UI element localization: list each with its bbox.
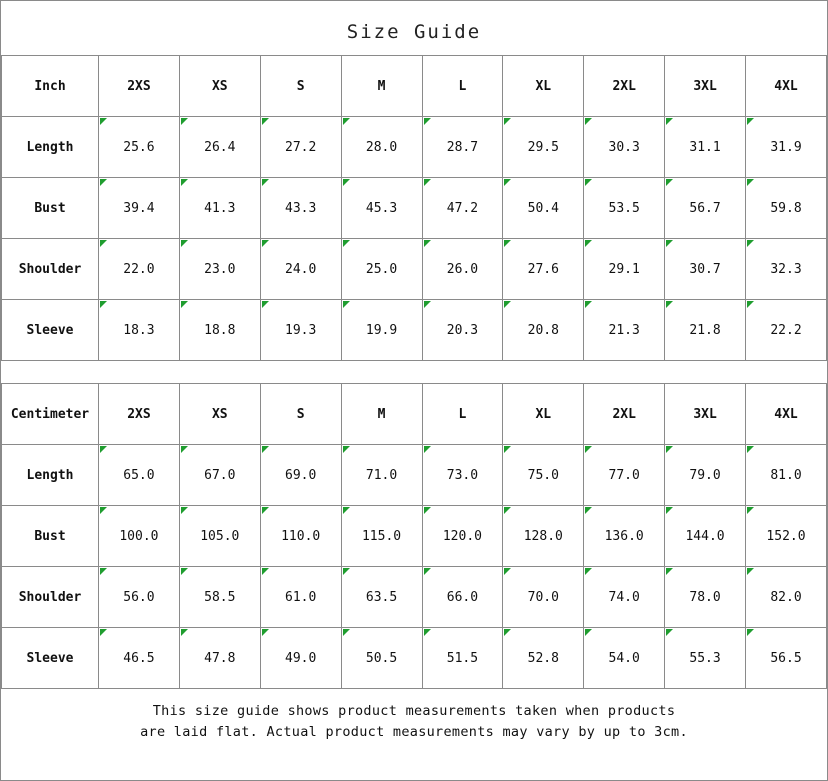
size-column-header: 2XS xyxy=(99,384,180,445)
measurement-cell: 56.5 xyxy=(746,628,827,689)
table-spacer xyxy=(1,361,827,383)
footer-line-2: are laid flat. Actual product measurements may vary by up to 3cm. xyxy=(140,723,688,740)
size-column-header: XS xyxy=(179,384,260,445)
size-column-header: 2XS xyxy=(99,56,180,117)
measurement-cell: 79.0 xyxy=(665,445,746,506)
size-column-header: 4XL xyxy=(746,384,827,445)
footer-line-1: This size guide shows product measurements taken when products xyxy=(152,703,676,719)
measurement-cell: 29.5 xyxy=(503,117,584,178)
measurement-cell: 66.0 xyxy=(422,567,503,628)
size-column-header: XL xyxy=(503,384,584,445)
table-row xyxy=(2,628,827,689)
table-row xyxy=(2,239,827,300)
measurement-cell: 25.0 xyxy=(341,239,422,300)
table-row xyxy=(2,117,827,178)
size-column-header: L xyxy=(422,384,503,445)
measurement-cell: 50.5 xyxy=(341,628,422,689)
measurement-cell: 23.0 xyxy=(179,239,260,300)
measurement-cell: 53.5 xyxy=(584,178,665,239)
measurement-cell: 26.4 xyxy=(179,117,260,178)
measurement-cell: 26.0 xyxy=(422,239,503,300)
measurement-cell: 128.0 xyxy=(503,506,584,567)
measurement-cell: 110.0 xyxy=(260,506,341,567)
table-header-row xyxy=(2,56,827,117)
measurement-cell: 105.0 xyxy=(179,506,260,567)
measurement-cell: 61.0 xyxy=(260,567,341,628)
measurement-cell: 29.1 xyxy=(584,239,665,300)
measurement-cell: 100.0 xyxy=(99,506,180,567)
size-column-header: S xyxy=(260,56,341,117)
measurement-cell: 21.3 xyxy=(584,300,665,361)
measurement-label: Bust xyxy=(2,506,99,567)
measurement-cell: 152.0 xyxy=(746,506,827,567)
measurement-cell: 22.2 xyxy=(746,300,827,361)
table-row xyxy=(2,178,827,239)
size-table-inch xyxy=(1,55,827,361)
measurement-cell: 74.0 xyxy=(584,567,665,628)
measurement-cell: 67.0 xyxy=(179,445,260,506)
measurement-cell: 19.9 xyxy=(341,300,422,361)
measurement-cell: 46.5 xyxy=(99,628,180,689)
size-column-header: 3XL xyxy=(665,384,746,445)
measurement-cell: 22.0 xyxy=(99,239,180,300)
measurement-cell: 70.0 xyxy=(503,567,584,628)
size-column-header: L xyxy=(422,56,503,117)
measurement-cell: 18.3 xyxy=(99,300,180,361)
measurement-label: Bust xyxy=(2,178,99,239)
measurement-cell: 32.3 xyxy=(746,239,827,300)
measurement-cell: 56.7 xyxy=(665,178,746,239)
size-table-inch-body xyxy=(2,56,827,361)
unit-label: Centimeter xyxy=(2,384,99,445)
measurement-cell: 19.3 xyxy=(260,300,341,361)
measurement-cell: 20.8 xyxy=(503,300,584,361)
measurement-cell: 69.0 xyxy=(260,445,341,506)
size-column-header: 3XL xyxy=(665,56,746,117)
measurement-cell: 45.3 xyxy=(341,178,422,239)
measurement-cell: 144.0 xyxy=(665,506,746,567)
measurement-cell: 31.9 xyxy=(746,117,827,178)
table-row xyxy=(2,567,827,628)
measurement-label: Sleeve xyxy=(2,300,99,361)
page-title: Size Guide xyxy=(346,21,482,43)
measurement-cell: 59.8 xyxy=(746,178,827,239)
measurement-cell: 136.0 xyxy=(584,506,665,567)
size-column-header: M xyxy=(341,56,422,117)
measurement-label: Length xyxy=(2,445,99,506)
measurement-cell: 82.0 xyxy=(746,567,827,628)
measurement-label: Shoulder xyxy=(2,239,99,300)
measurement-cell: 77.0 xyxy=(584,445,665,506)
measurement-cell: 78.0 xyxy=(665,567,746,628)
measurement-label: Sleeve xyxy=(2,628,99,689)
measurement-cell: 75.0 xyxy=(503,445,584,506)
measurement-cell: 39.4 xyxy=(99,178,180,239)
measurement-cell: 55.3 xyxy=(665,628,746,689)
measurement-cell: 27.2 xyxy=(260,117,341,178)
measurement-cell: 27.6 xyxy=(503,239,584,300)
size-column-header: M xyxy=(341,384,422,445)
size-column-header: S xyxy=(260,384,341,445)
measurement-cell: 49.0 xyxy=(260,628,341,689)
size-column-header: XL xyxy=(503,56,584,117)
measurement-cell: 73.0 xyxy=(422,445,503,506)
size-table-centimeter xyxy=(1,383,827,689)
measurement-cell: 25.6 xyxy=(99,117,180,178)
measurement-cell: 24.0 xyxy=(260,239,341,300)
table-row xyxy=(2,445,827,506)
measurement-cell: 47.8 xyxy=(179,628,260,689)
table-header-row xyxy=(2,384,827,445)
measurement-cell: 65.0 xyxy=(99,445,180,506)
measurement-cell: 41.3 xyxy=(179,178,260,239)
measurement-cell: 81.0 xyxy=(746,445,827,506)
measurement-cell: 52.8 xyxy=(503,628,584,689)
size-table-centimeter-body xyxy=(2,384,827,689)
measurement-cell: 120.0 xyxy=(422,506,503,567)
measurement-cell: 63.5 xyxy=(341,567,422,628)
measurement-cell: 31.1 xyxy=(665,117,746,178)
measurement-cell: 47.2 xyxy=(422,178,503,239)
measurement-cell: 51.5 xyxy=(422,628,503,689)
measurement-cell: 28.0 xyxy=(341,117,422,178)
footer-note xyxy=(1,689,827,743)
measurement-cell: 115.0 xyxy=(341,506,422,567)
measurement-cell: 20.3 xyxy=(422,300,503,361)
measurement-cell: 30.7 xyxy=(665,239,746,300)
measurement-cell: 56.0 xyxy=(99,567,180,628)
measurement-cell: 30.3 xyxy=(584,117,665,178)
measurement-cell: 43.3 xyxy=(260,178,341,239)
size-column-header: 2XL xyxy=(584,384,665,445)
measurement-cell: 54.0 xyxy=(584,628,665,689)
measurement-cell: 18.8 xyxy=(179,300,260,361)
table-row xyxy=(2,300,827,361)
measurement-label: Shoulder xyxy=(2,567,99,628)
size-column-header: XS xyxy=(179,56,260,117)
size-column-header: 2XL xyxy=(584,56,665,117)
size-column-header: 4XL xyxy=(746,56,827,117)
unit-label: Inch xyxy=(2,56,99,117)
measurement-cell: 71.0 xyxy=(341,445,422,506)
measurement-label: Length xyxy=(2,117,99,178)
measurement-cell: 28.7 xyxy=(422,117,503,178)
table-row xyxy=(2,506,827,567)
measurement-cell: 58.5 xyxy=(179,567,260,628)
measurement-cell: 21.8 xyxy=(665,300,746,361)
measurement-cell: 50.4 xyxy=(503,178,584,239)
